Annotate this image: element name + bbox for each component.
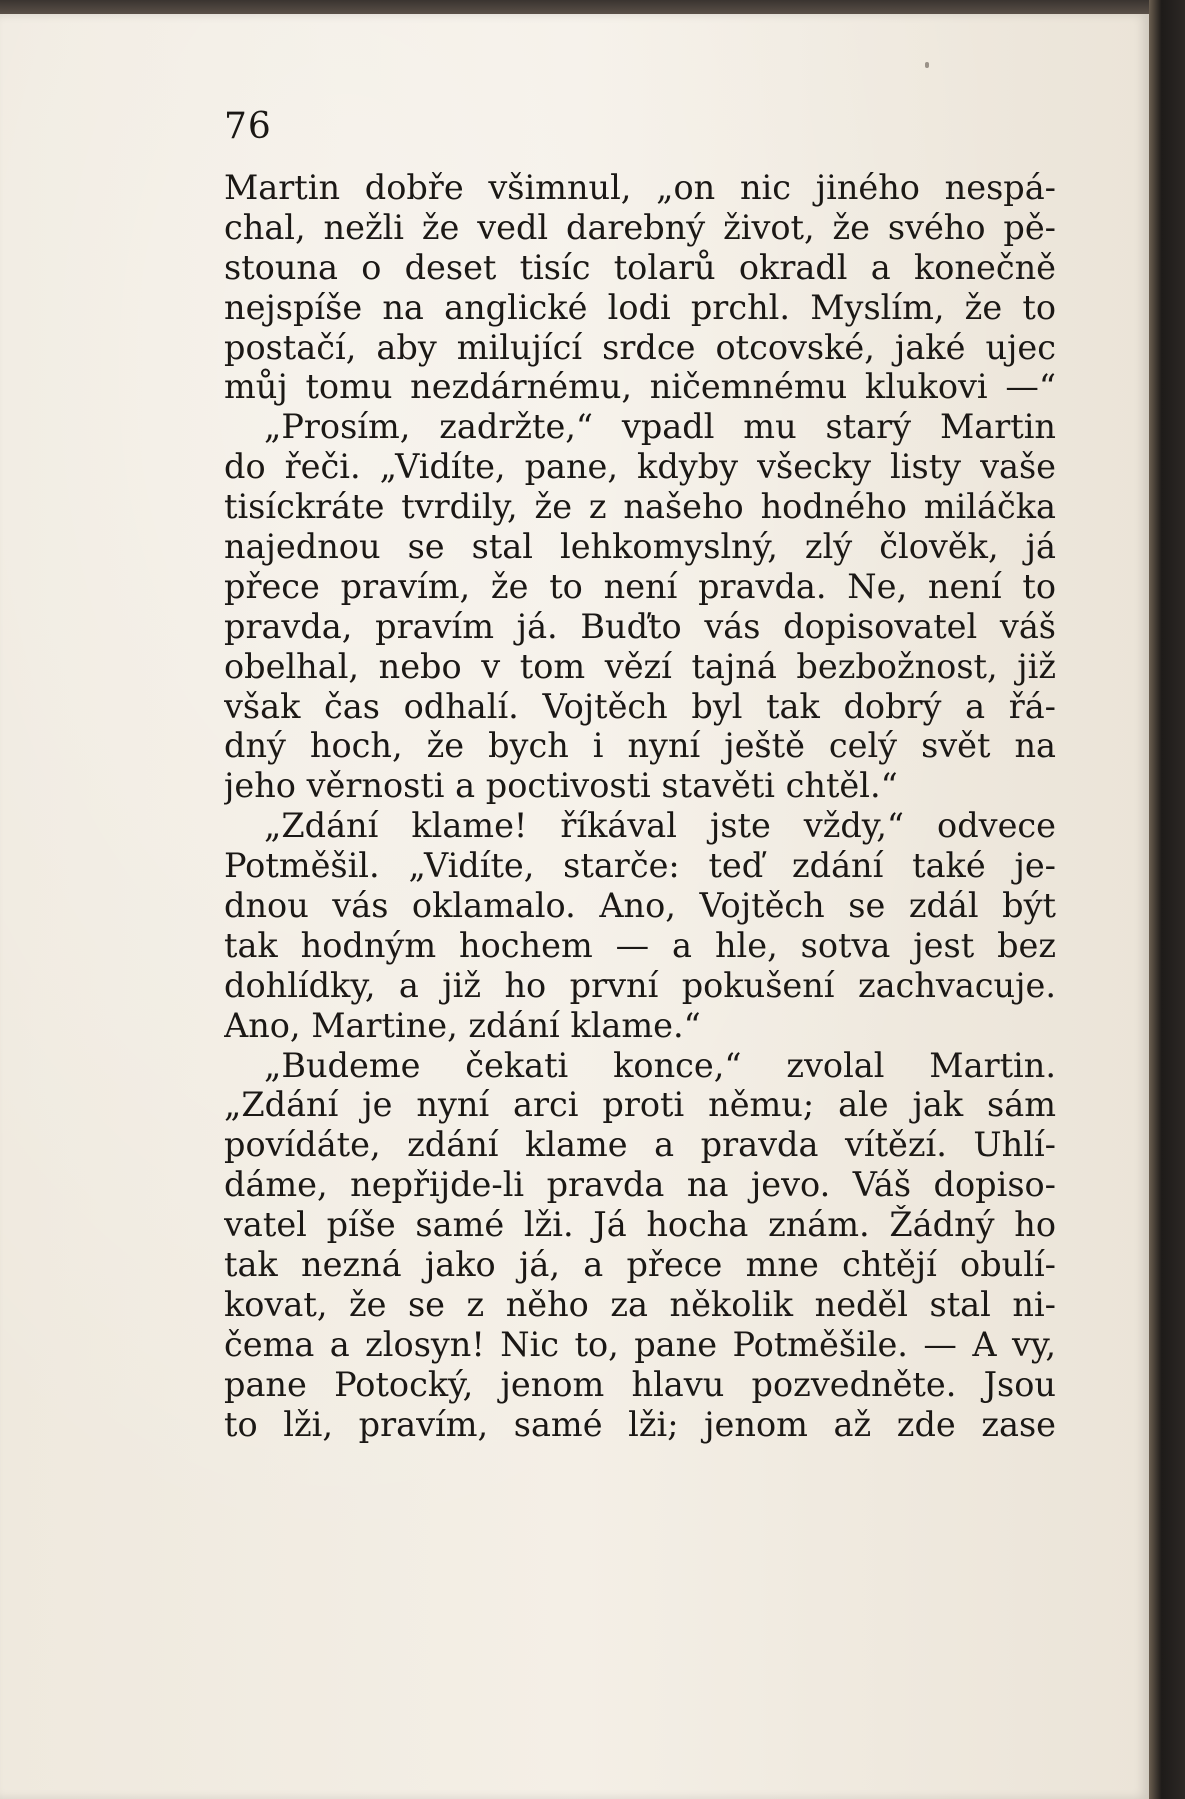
text-line: „Prosím, zadržte,“ vpadl mu starý Martin bbox=[264, 407, 1056, 447]
text-line: nejspíše na anglické lodi prchl. Myslím, že to bbox=[224, 287, 1056, 327]
text-line: tak nezná jako já, a přece mne chtějí obulí- bbox=[224, 1245, 1056, 1285]
text-line: chal, nežli že vedl darebný život, že svého pě- bbox=[224, 207, 1056, 247]
page-number: 76 bbox=[224, 106, 272, 147]
text-line: do řeči. „Vidíte, pane, kdyby všecky listy vaše bbox=[224, 447, 1056, 487]
text-line: čema a zlosyn! Nic to, pane Potměšile. — A vy, bbox=[224, 1324, 1056, 1364]
text-line: přece pravím, že to není pravda. Ne, není to bbox=[224, 566, 1056, 606]
text-line: pane Potocký, jenom hlavu pozvedněte. Jsou bbox=[224, 1364, 1056, 1404]
text-line: Martin dobře všimnul, „on nic jiného nespá- bbox=[224, 168, 1056, 207]
text-line: najednou se stal lehkomyslný, zlý člověk, já bbox=[224, 527, 1056, 567]
text-line: „Zdání je nyní arci proti němu; ale jak sám bbox=[224, 1085, 1056, 1125]
text-line: obelhal, nebo v tom vězí tajná bezbožnost, již bbox=[224, 646, 1056, 686]
book-spine-shadow bbox=[1149, 0, 1185, 1799]
text-line: dohlídky, a již ho první pokušení zachvacuje. bbox=[224, 965, 1056, 1005]
book-page bbox=[0, 14, 1149, 1799]
text-line: dný hoch, že bych i nyní ještě celý svět na bbox=[224, 726, 1056, 766]
text-line: kovat, že se z něho za několik neděl stal ni- bbox=[224, 1284, 1056, 1324]
text-line: jeho věrnosti a poctivosti stavěti chtěl.“ bbox=[224, 766, 898, 806]
text-line: „Zdání klame! říkával jste vždy,“ odvece bbox=[264, 806, 1056, 846]
text-line: vatel píše samé lži. Já hocha znám. Žádný ho bbox=[224, 1205, 1056, 1245]
text-line: povídáte, zdání klame a pravda vítězí. Uhlí- bbox=[224, 1125, 1056, 1165]
text-line: dnou vás oklamalo. Ano, Vojtěch se zdál být bbox=[224, 886, 1056, 926]
text-line: stouna o deset tisíc tolarů okradl a konečně bbox=[224, 247, 1056, 287]
text-line: pravda, pravím já. Buďto vás dopisovatel váš bbox=[224, 606, 1056, 646]
text-line: dáme, nepřijde-li pravda na jevo. Váš dopiso- bbox=[224, 1165, 1056, 1205]
text-line: „Budeme čekati konce,“ zvolal Martin. bbox=[264, 1045, 1056, 1085]
text-line: tak hodným hochem — a hle, sotva jest bez bbox=[224, 925, 1056, 965]
text-line: Potměšil. „Vidíte, starče: teď zdání také je- bbox=[224, 846, 1056, 886]
body-text bbox=[224, 168, 1056, 1445]
text-line: to lži, pravím, samé lži; jenom až zde zase bbox=[224, 1404, 1056, 1444]
text-line: však čas odhalí. Vojtěch byl tak dobrý a řá- bbox=[224, 686, 1056, 726]
text-line: postačí, aby milující srdce otcovské, jaké ujec bbox=[224, 327, 1056, 367]
paper-speck bbox=[925, 62, 929, 68]
text-line: můj tomu nezdárnému, ničemnému klukovi —“ bbox=[224, 367, 1056, 407]
page-top-edge bbox=[0, 0, 1149, 14]
text-line: Ano, Martine, zdání klame.“ bbox=[224, 1005, 701, 1045]
text-line: tisíckráte tvrdily, že z našeho hodného miláčka bbox=[224, 487, 1056, 527]
